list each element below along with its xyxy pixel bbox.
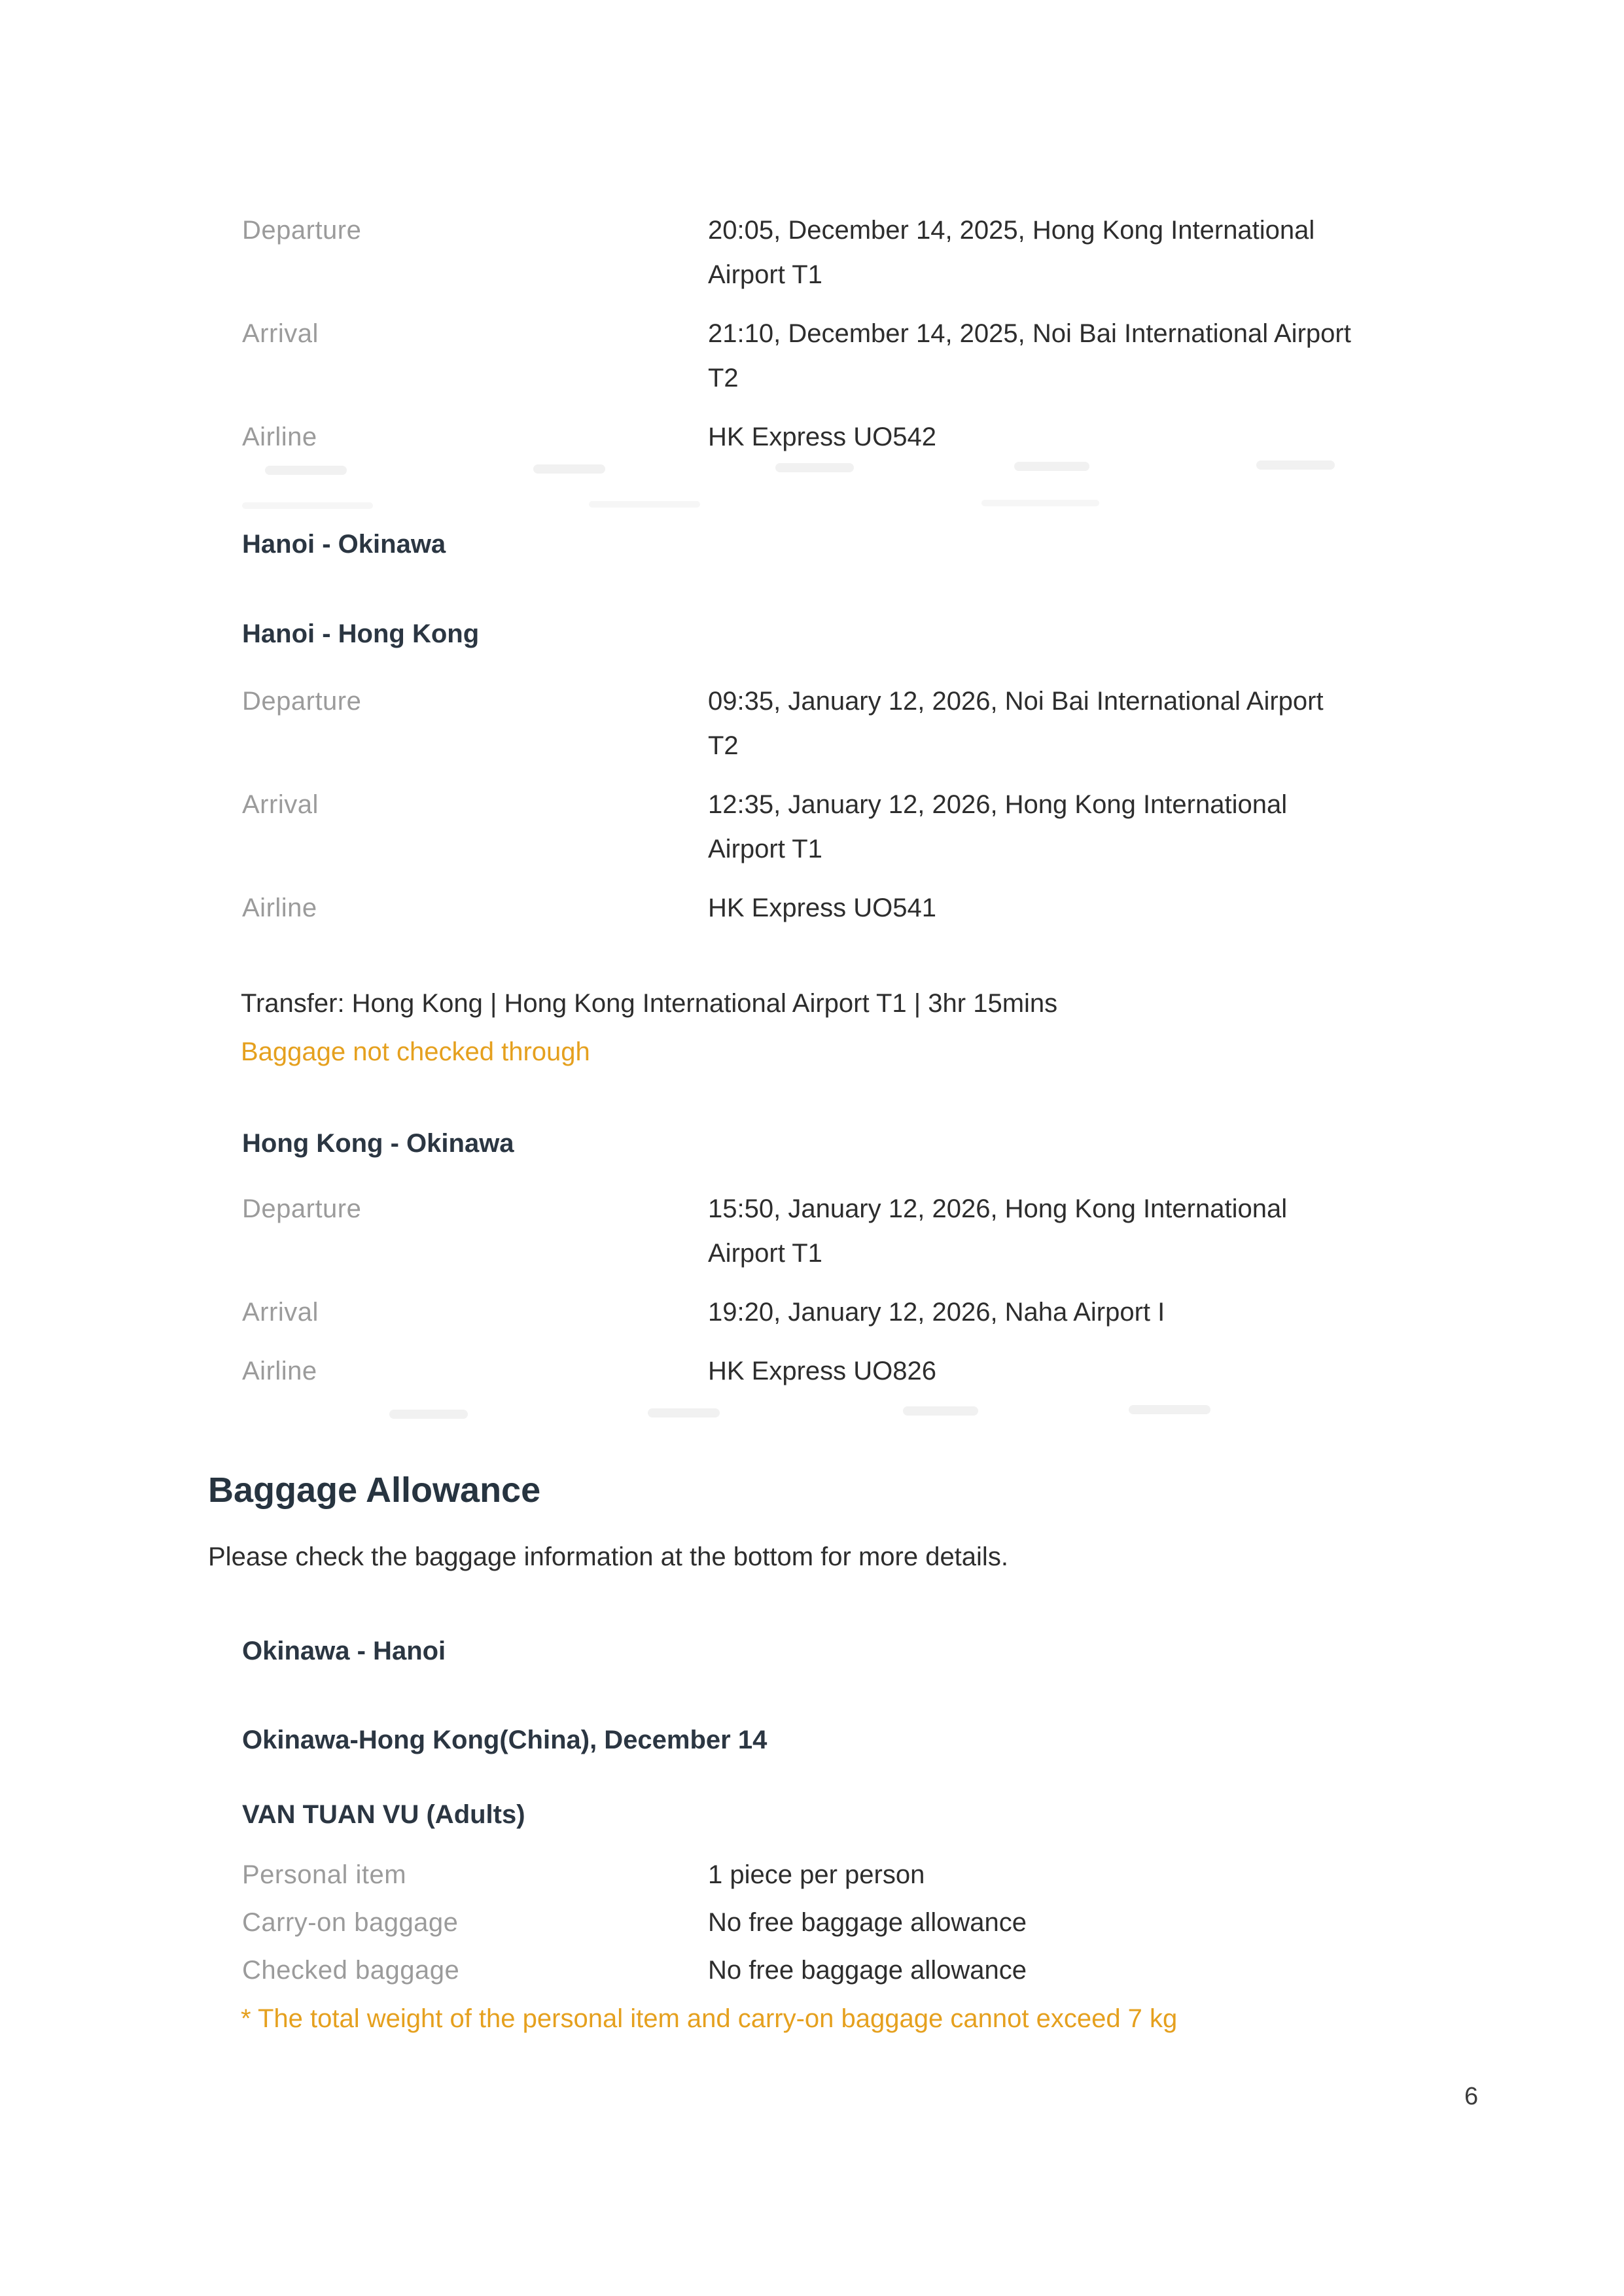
baggage-passenger-heading: VAN TUAN VU (Adults) — [242, 1800, 525, 1829]
detail-value — [708, 415, 936, 459]
detail-row — [242, 1948, 1027, 1992]
detail-value — [708, 782, 1287, 871]
detail-label: Departure — [242, 687, 362, 716]
detail-value — [708, 208, 1315, 297]
detail-label: Airline — [242, 894, 317, 922]
baggage-details — [242, 1852, 1027, 1996]
baggage-allowance-heading: Baggage Allowance — [208, 1470, 541, 1510]
detail-value-line: No free baggage allowance — [708, 1956, 1027, 1985]
detail-row — [242, 679, 1324, 768]
detail-label: Airline — [242, 1357, 317, 1385]
baggage-weight-note: * The total weight of the personal item and carry-on baggage cannot exceed 7 kg — [241, 2004, 1178, 2033]
detail-value — [708, 1900, 1027, 1945]
detail-row — [242, 1852, 1027, 1897]
detail-value — [708, 679, 1324, 768]
detail-value-line: HK Express UO542 — [708, 423, 937, 451]
detail-label: Personal item — [242, 1860, 407, 1889]
detail-row — [242, 1900, 1027, 1945]
detail-row — [242, 782, 1324, 871]
detail-value-line: 21:10, December 14, 2025, Noi Bai International Airport — [708, 319, 1351, 348]
segment-heading-hanoi-hongkong: Hanoi - Hong Kong — [242, 619, 480, 648]
transfer-info: Transfer: Hong Kong | Hong Kong International Airport T1 | 3hr 15mins — [241, 989, 1058, 1018]
detail-value-line: Airport T1 — [708, 1239, 822, 1268]
detail-value-line: HK Express UO826 — [708, 1357, 937, 1385]
flight-segment-details-hongkong-okinawa — [242, 1187, 1287, 1408]
detail-row — [242, 886, 1324, 930]
detail-value — [708, 1349, 936, 1393]
baggage-sector-heading: Okinawa-Hong Kong(China), December 14 — [242, 1726, 768, 1754]
detail-label: Airline — [242, 423, 317, 451]
detail-value-line: T2 — [708, 731, 739, 760]
detail-label: Departure — [242, 1194, 362, 1223]
detail-value-line: Airport T1 — [708, 835, 822, 863]
detail-value — [708, 1852, 925, 1897]
detail-value-line: No free baggage allowance — [708, 1908, 1027, 1937]
detail-value-line: 1 piece per person — [708, 1860, 925, 1889]
detail-row — [242, 208, 1351, 297]
transfer-baggage-warning: Baggage not checked through — [241, 1037, 590, 1066]
detail-label: Departure — [242, 216, 362, 245]
detail-label: Arrival — [242, 319, 319, 348]
detail-value — [708, 1948, 1027, 1992]
detail-value-line: 19:20, January 12, 2026, Naha Airport I — [708, 1298, 1165, 1327]
segment-heading-hongkong-okinawa: Hong Kong - Okinawa — [242, 1129, 514, 1158]
detail-row — [242, 1290, 1287, 1334]
detail-row — [242, 311, 1351, 400]
detail-label: Arrival — [242, 790, 319, 819]
detail-value — [708, 1290, 1165, 1334]
flight-segment-details-prev — [242, 208, 1351, 474]
detail-value — [708, 311, 1351, 400]
detail-row — [242, 1187, 1287, 1276]
detail-value-line: 12:35, January 12, 2026, Hong Kong International — [708, 790, 1288, 819]
flight-segment-details-hanoi-hongkong — [242, 679, 1324, 945]
route-heading-hanoi-okinawa: Hanoi - Okinawa — [242, 530, 446, 559]
detail-label: Carry-on baggage — [242, 1908, 459, 1937]
detail-row — [242, 415, 1351, 459]
detail-value-line: 15:50, January 12, 2026, Hong Kong International — [708, 1194, 1288, 1223]
detail-label: Checked baggage — [242, 1956, 460, 1985]
page-number: 6 — [1464, 2083, 1479, 2110]
detail-value-line: 20:05, December 14, 2025, Hong Kong International — [708, 216, 1315, 245]
detail-value — [708, 886, 936, 930]
detail-value-line: Airport T1 — [708, 260, 822, 289]
baggage-route-heading: Okinawa - Hanoi — [242, 1637, 446, 1665]
detail-value-line: 09:35, January 12, 2026, Noi Bai International Airport — [708, 687, 1324, 716]
detail-value-line: T2 — [708, 364, 739, 392]
detail-value — [708, 1187, 1287, 1276]
detail-label: Arrival — [242, 1298, 319, 1327]
baggage-allowance-subtitle: Please check the baggage information at the bottom for more details. — [208, 1542, 1008, 1571]
detail-value-line: HK Express UO541 — [708, 894, 937, 922]
detail-row — [242, 1349, 1287, 1393]
